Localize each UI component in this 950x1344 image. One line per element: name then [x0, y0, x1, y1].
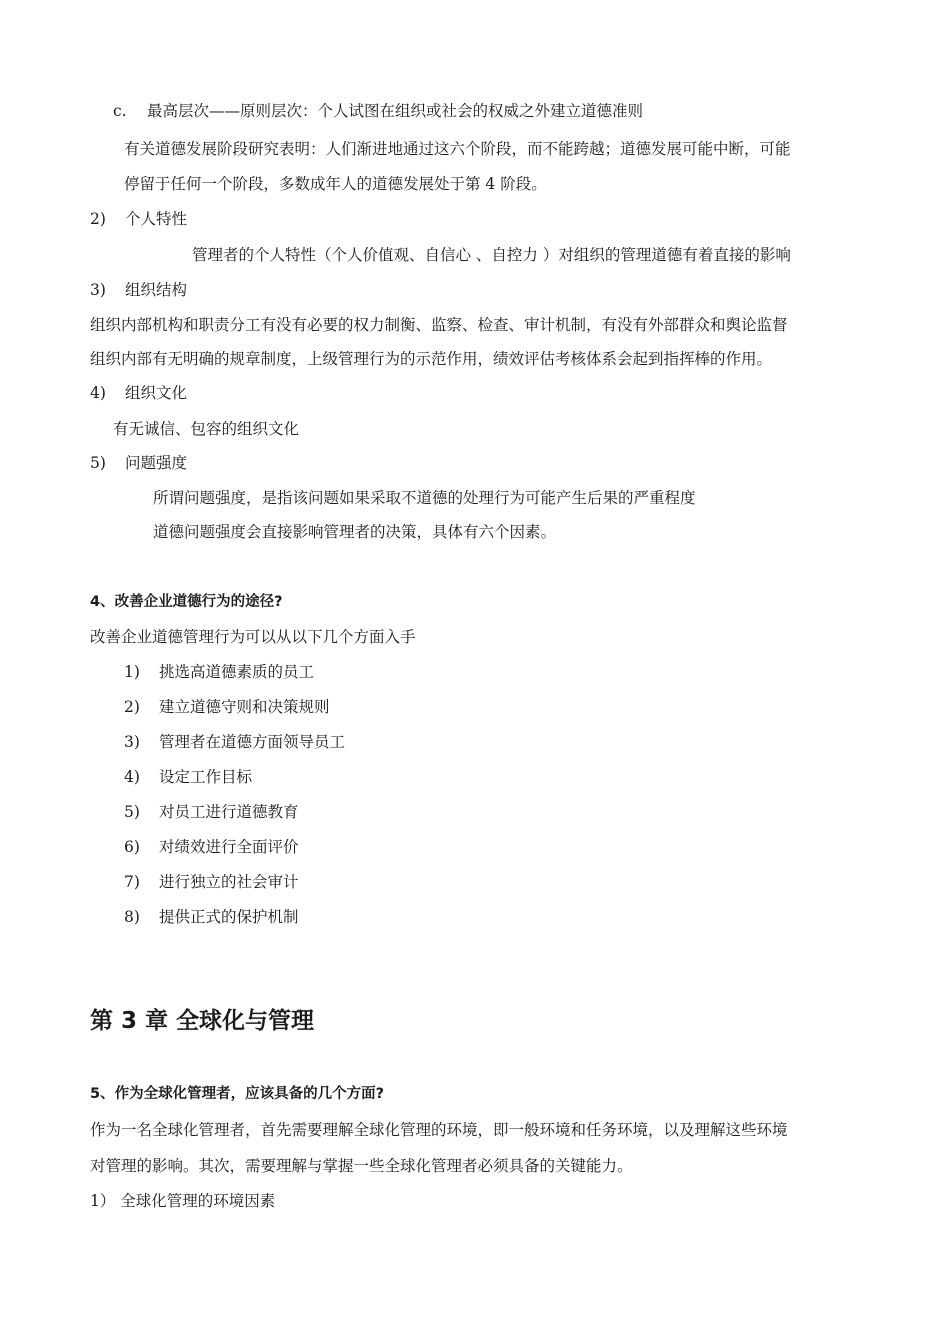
list-item: [124, 767, 252, 787]
paragraph-line: 对管理的影响。其次，需要理解与掌握一些全球化管理者必须具备的关键能力。: [90, 1157, 633, 1175]
list-item-c: [113, 101, 643, 121]
factor-title: 组织结构: [125, 281, 188, 299]
list-item: [124, 662, 314, 682]
paragraph-line: 组织内部机构和职责分工有没有必要的权力制衡、监察、检查、审计机制，有没有外部群众和舆论监督: [90, 316, 788, 334]
list-number: 5): [124, 803, 140, 821]
factor-title: 组织文化: [125, 384, 188, 402]
factor-title: 问题强度: [125, 454, 188, 472]
paragraph-line: 组织内部有无明确的规章制度，上级管理行为的示范作用，绩效评估考核体系会起到指挥棒的作用。: [90, 350, 773, 368]
list-text: 建立道德守则和决策规则: [159, 698, 330, 716]
list-text: 对绩效进行全面评价: [159, 838, 299, 856]
list-item: [124, 837, 299, 857]
list-item: [124, 907, 299, 927]
list-number: 1): [124, 663, 140, 681]
factor-number: 3): [90, 281, 106, 299]
list-text: 管理者在道德方面领导员工: [159, 733, 346, 751]
paragraph-line: 有关道德发展阶段研究表明：人们渐进地通过这六个阶段，而不能跨越；道德发展可能中断，可能: [124, 140, 791, 158]
paragraph-line: 作为一名全球化管理者，首先需要理解全球化管理的环境，即一般环境和任务环境，以及理解这些环境: [90, 1121, 788, 1139]
list-item: [124, 732, 345, 752]
factor-number: 2): [90, 210, 106, 228]
list-number: 2): [124, 698, 140, 716]
paragraph-line: 所谓问题强度，是指该问题如果采取不道德的处理行为可能产生后果的严重程度: [153, 489, 696, 507]
list-number: 4): [124, 768, 140, 786]
question-heading: 4、改善企业道德行为的途径?: [90, 594, 283, 610]
factor-number: 5): [90, 454, 106, 472]
list-item: [124, 872, 299, 892]
factor-heading: [90, 453, 187, 473]
list-text: 进行独立的社会审计: [159, 873, 299, 891]
list-text: 挑选高道德素质的员工: [159, 663, 315, 681]
list-text: 提供正式的保护机制: [159, 908, 299, 926]
list-item: [124, 802, 299, 822]
factor-heading: [90, 280, 187, 300]
list-marker: c.: [113, 102, 127, 120]
paragraph-line: 停留于任何一个阶段，多数成年人的道德发展处于第 4 阶段。: [124, 175, 547, 193]
list-number: 8): [124, 908, 140, 926]
chapter-title: 第 3 章 全球化与管理: [90, 1008, 315, 1034]
paragraph-line: 道德问题强度会直接影响管理者的决策，具体有六个因素。: [153, 523, 557, 541]
list-text: 设定工作目标: [159, 768, 253, 786]
list-text: 最高层次——原则层次：个人试图在组织或社会的权威之外建立道德准则: [147, 102, 644, 120]
list-number: 6): [124, 838, 140, 856]
factor-number: 4): [90, 384, 106, 402]
paragraph-line: 有无诚信、包容的组织文化: [113, 420, 300, 438]
factor-title: 个人特性: [125, 210, 188, 228]
list-text: 对员工进行道德教育: [159, 803, 299, 821]
list-number: 3): [124, 733, 140, 751]
factor-heading: [90, 209, 187, 229]
paragraph-line: 改善企业道德管理行为可以从以下几个方面入手: [90, 628, 416, 646]
list-number: 7): [124, 873, 140, 891]
paragraph-line: 管理者的个人特性（个人价值观、自信心 、自控力 ）对组织的管理道德有着直接的影响: [192, 246, 791, 264]
subheading: 1） 全球化管理的环境因素: [90, 1192, 276, 1210]
question-heading: 5、作为全球化管理者，应该具备的几个方面?: [90, 1086, 384, 1102]
factor-heading: [90, 383, 187, 403]
list-item: [124, 697, 330, 717]
